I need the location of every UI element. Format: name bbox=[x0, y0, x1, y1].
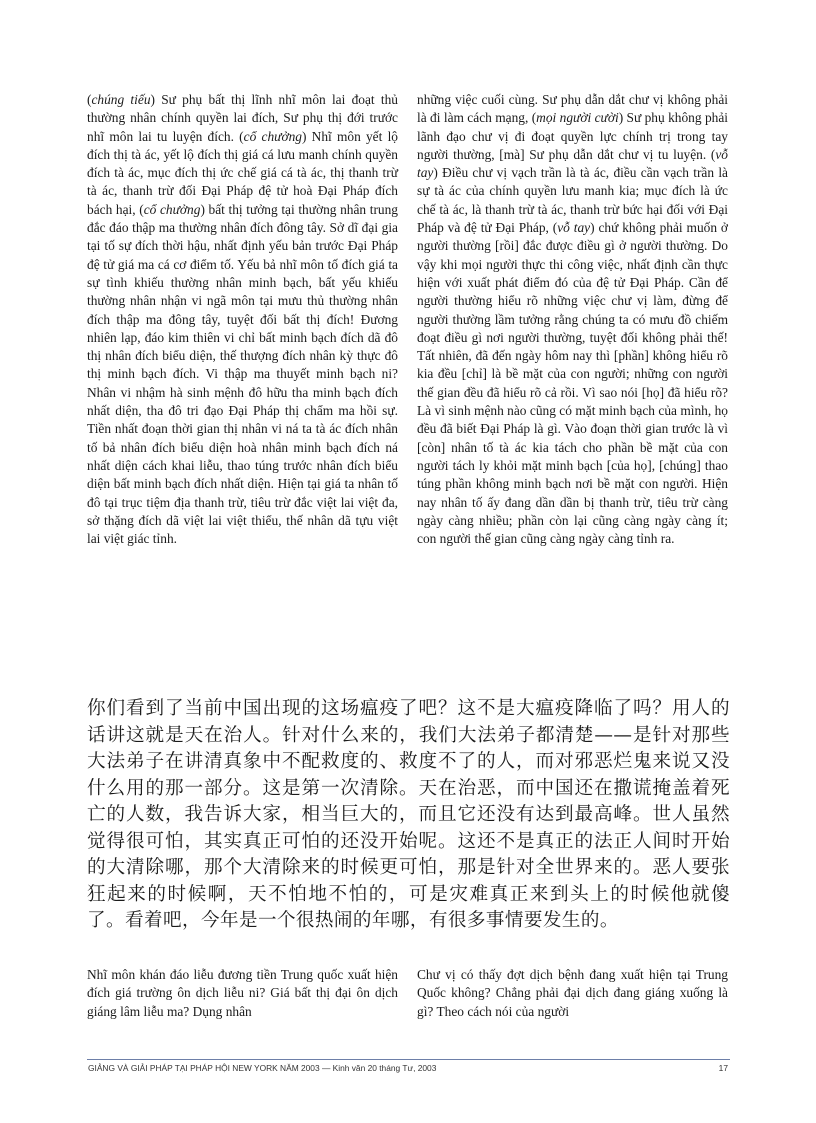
right-column-text bbox=[417, 91, 728, 548]
footer-title: GIẢNG VÀ GIẢI PHÁP TẠI PHÁP HỘI NEW YORK NĂM 2003 — Kinh văn 20 tháng Tư, 2003 bbox=[88, 1063, 437, 1073]
footer-divider bbox=[87, 1059, 730, 1060]
right-paragraph: những việc cuối cùng. Sư phụ dẫn dắt chư vị không phải là đi làm cách mạng, (mọi người cười) Sư phụ không phải lãnh đạo chư vị đi đoạt quyền lực chính trị trong tay người thường, [mà] Sư phụ dẫn dắt chư vị tu luyện. (vỗ tay) Điều chư vị vạch trần là tà ác, điều cần vạch trần là sự tà ác của chính quyền lưu manh kia; mục đích là ức chế tà ác, là thanh trừ tà ác, thanh trừ bức hại đối với Đại Pháp và đệ tử Đại Pháp, (vỗ tay) chứ không phải muốn ở người thường [rồi] đắc được điều gì ở người thường. Do vậy khi mọi người thực thi công việc, nhất định cần thực hiện với xuất phát điểm đó của đệ tử Đại Pháp. Cần để người thường hiểu rõ những việc chư vị làm, đừng để người thường lầm tưởng rằng chúng ta có mưu đồ chiếm đoạt điều gì nơi người thường, tuyệt đối không phải thế! Tất nhiên, đã đến ngày hôm nay thì [phần] không hiểu rõ kia đều [chỉ] là bề mặt của con người; những con người thế gian đều đã hiểu rõ cả rồi. Vì sao nói [họ] đã hiểu rõ? Là vì sinh mệnh nào cũng có mặt minh bạch của mình, họ đều đã biết Đại Pháp là gì. Vào đoạn thời gian trước là vì [còn] nhân tố tà ác kia tách cho phần bề mặt của con người tách ly khỏi mặt minh bạch [của họ], [chúng] thao túng phần không minh bạch nơi bề mặt con người. Hiện nay nhân tố ấy đang dần dần bị thanh trừ, tiêu trừ càng ngày càng nhiều; phần còn lại cũng càng ngày càng ít; con người thế gian cũng càng ngày càng tỉnh ra. bbox=[417, 92, 728, 547]
right-column-continuation bbox=[417, 966, 728, 1021]
left-paragraph-2: Nhĩ môn khán đáo liễu đương tiền Trung quốc xuất hiện đích giá trường ôn dịch liễu ni? Giá bất thị đại ôn dịch giáng lâm liễu ma? Dụng nhân bbox=[87, 967, 398, 1019]
annotation-laughter: mọi người cười bbox=[536, 110, 619, 126]
annotation-applause: vỗ tay bbox=[557, 220, 591, 236]
annotation-applause: cổ chưởng bbox=[143, 201, 201, 217]
left-column-continuation bbox=[87, 966, 398, 1021]
left-column-text bbox=[87, 91, 398, 548]
annotation-applause: vỗ tay bbox=[417, 146, 728, 181]
chinese-paragraph: 你们看到了当前中国出现的这场瘟疫了吧？这不是大瘟疫降临了吗？用人的话讲这就是天在治人。针对什么来的，我们大法弟子都清楚——是针对那些大法弟子在讲清真象中不配救度的、救度不了的人，而对邪恶烂鬼来说又没什么用的那一部分。这是第一次清除。天在治恶，而中国还在撒谎掩盖着死亡的人数，我告诉大家，相当巨大的，而且它还没有达到最高峰。世人虽然觉得很可怕，其实真正可怕的还没开始呢。这还不是真正的法正人间时开始的大清除哪，那个大清除来的时候更可怕，那是针对全世界来的。恶人要张狂起来的时候啊，天不怕地不怕的，可是灾难真正来到头上的时候他就傻了。看着吧，今年是一个很热闹的年哪，有很多事情要发生的。 bbox=[87, 698, 730, 931]
annotation-applause: cổ chưởng bbox=[243, 128, 302, 144]
right-paragraph-2: Chư vị có thấy đợt dịch bệnh đang xuất hiện tại Trung Quốc không? Chẳng phải đại dịch đang giáng xuống là gì? Theo cách nói của người bbox=[417, 967, 728, 1019]
left-paragraph: (chúng tiếu) Sư phụ bất thị lĩnh nhĩ môn lai đoạt thủ thường nhân chính quyền lai đích, Sư phụ thị đới trước nhĩ môn lai tu luyện đích. (cổ chưởng) Nhĩ môn yết lộ đích thị tà ác, yết lộ đích thị giá cá lưu manh chính quyền đích tà ác, mục đích thị ức chế giá cá tà ác, thị thanh trừ tà ác, thanh trừ đối Đại Pháp đệ tử hoà Đại Pháp đích bách hại, (cổ chưởng) bất thị tưởng tại thường nhân trung đắc đáo thập ma thường nhân đích đông tây. Sở dĩ đại gia tại tố sự đích thời hậu, nhất định yếu bản trước Đại Pháp đệ tử giá ma cá cơ điểm tố. Yếu bả nhĩ môn tố đích giá ta sự tình khiếu thường nhân minh bạch, bất yếu khiếu thường nhân nhận vi ngã môn tại mưu thủ thường nhân đích thập ma đông tây, tuyệt đối bất thị đích! Đương nhiên lạp, đáo kim thiên vi chỉ bất minh bạch đích dã đô thị nhân đích biểu diện, thế thượng đích nhân kỳ thực đô thị minh bạch đích. Vi thập ma thuyết minh bạch ni? Nhân vi nhậm hà sinh mệnh đô hữu tha minh bạch đích nhất diện, tha đô tri đạo Đại Pháp thị chẩm ma hồi sự. Tiền nhất đoạn thời gian thị nhân vi ná ta tà ác đích nhân tố bả nhân đích biểu diện hoà nhân minh bạch đích ná nhất diện cách khai liễu, thao túng trước nhân đích biểu diện bất minh bạch đích nhất diện. Hiện tại giá ta nhân tố đô tại trục tiệm địa thanh trừ, tiêu trừ đắc việt lai việt đa, sở thặng đích dã việt lai việt thiểu, thế nhân dã tựu việt lai việt giác tỉnh. bbox=[87, 92, 399, 547]
page-number: 17 bbox=[718, 1063, 728, 1073]
annotation-laughter: chúng tiếu bbox=[91, 92, 151, 107]
